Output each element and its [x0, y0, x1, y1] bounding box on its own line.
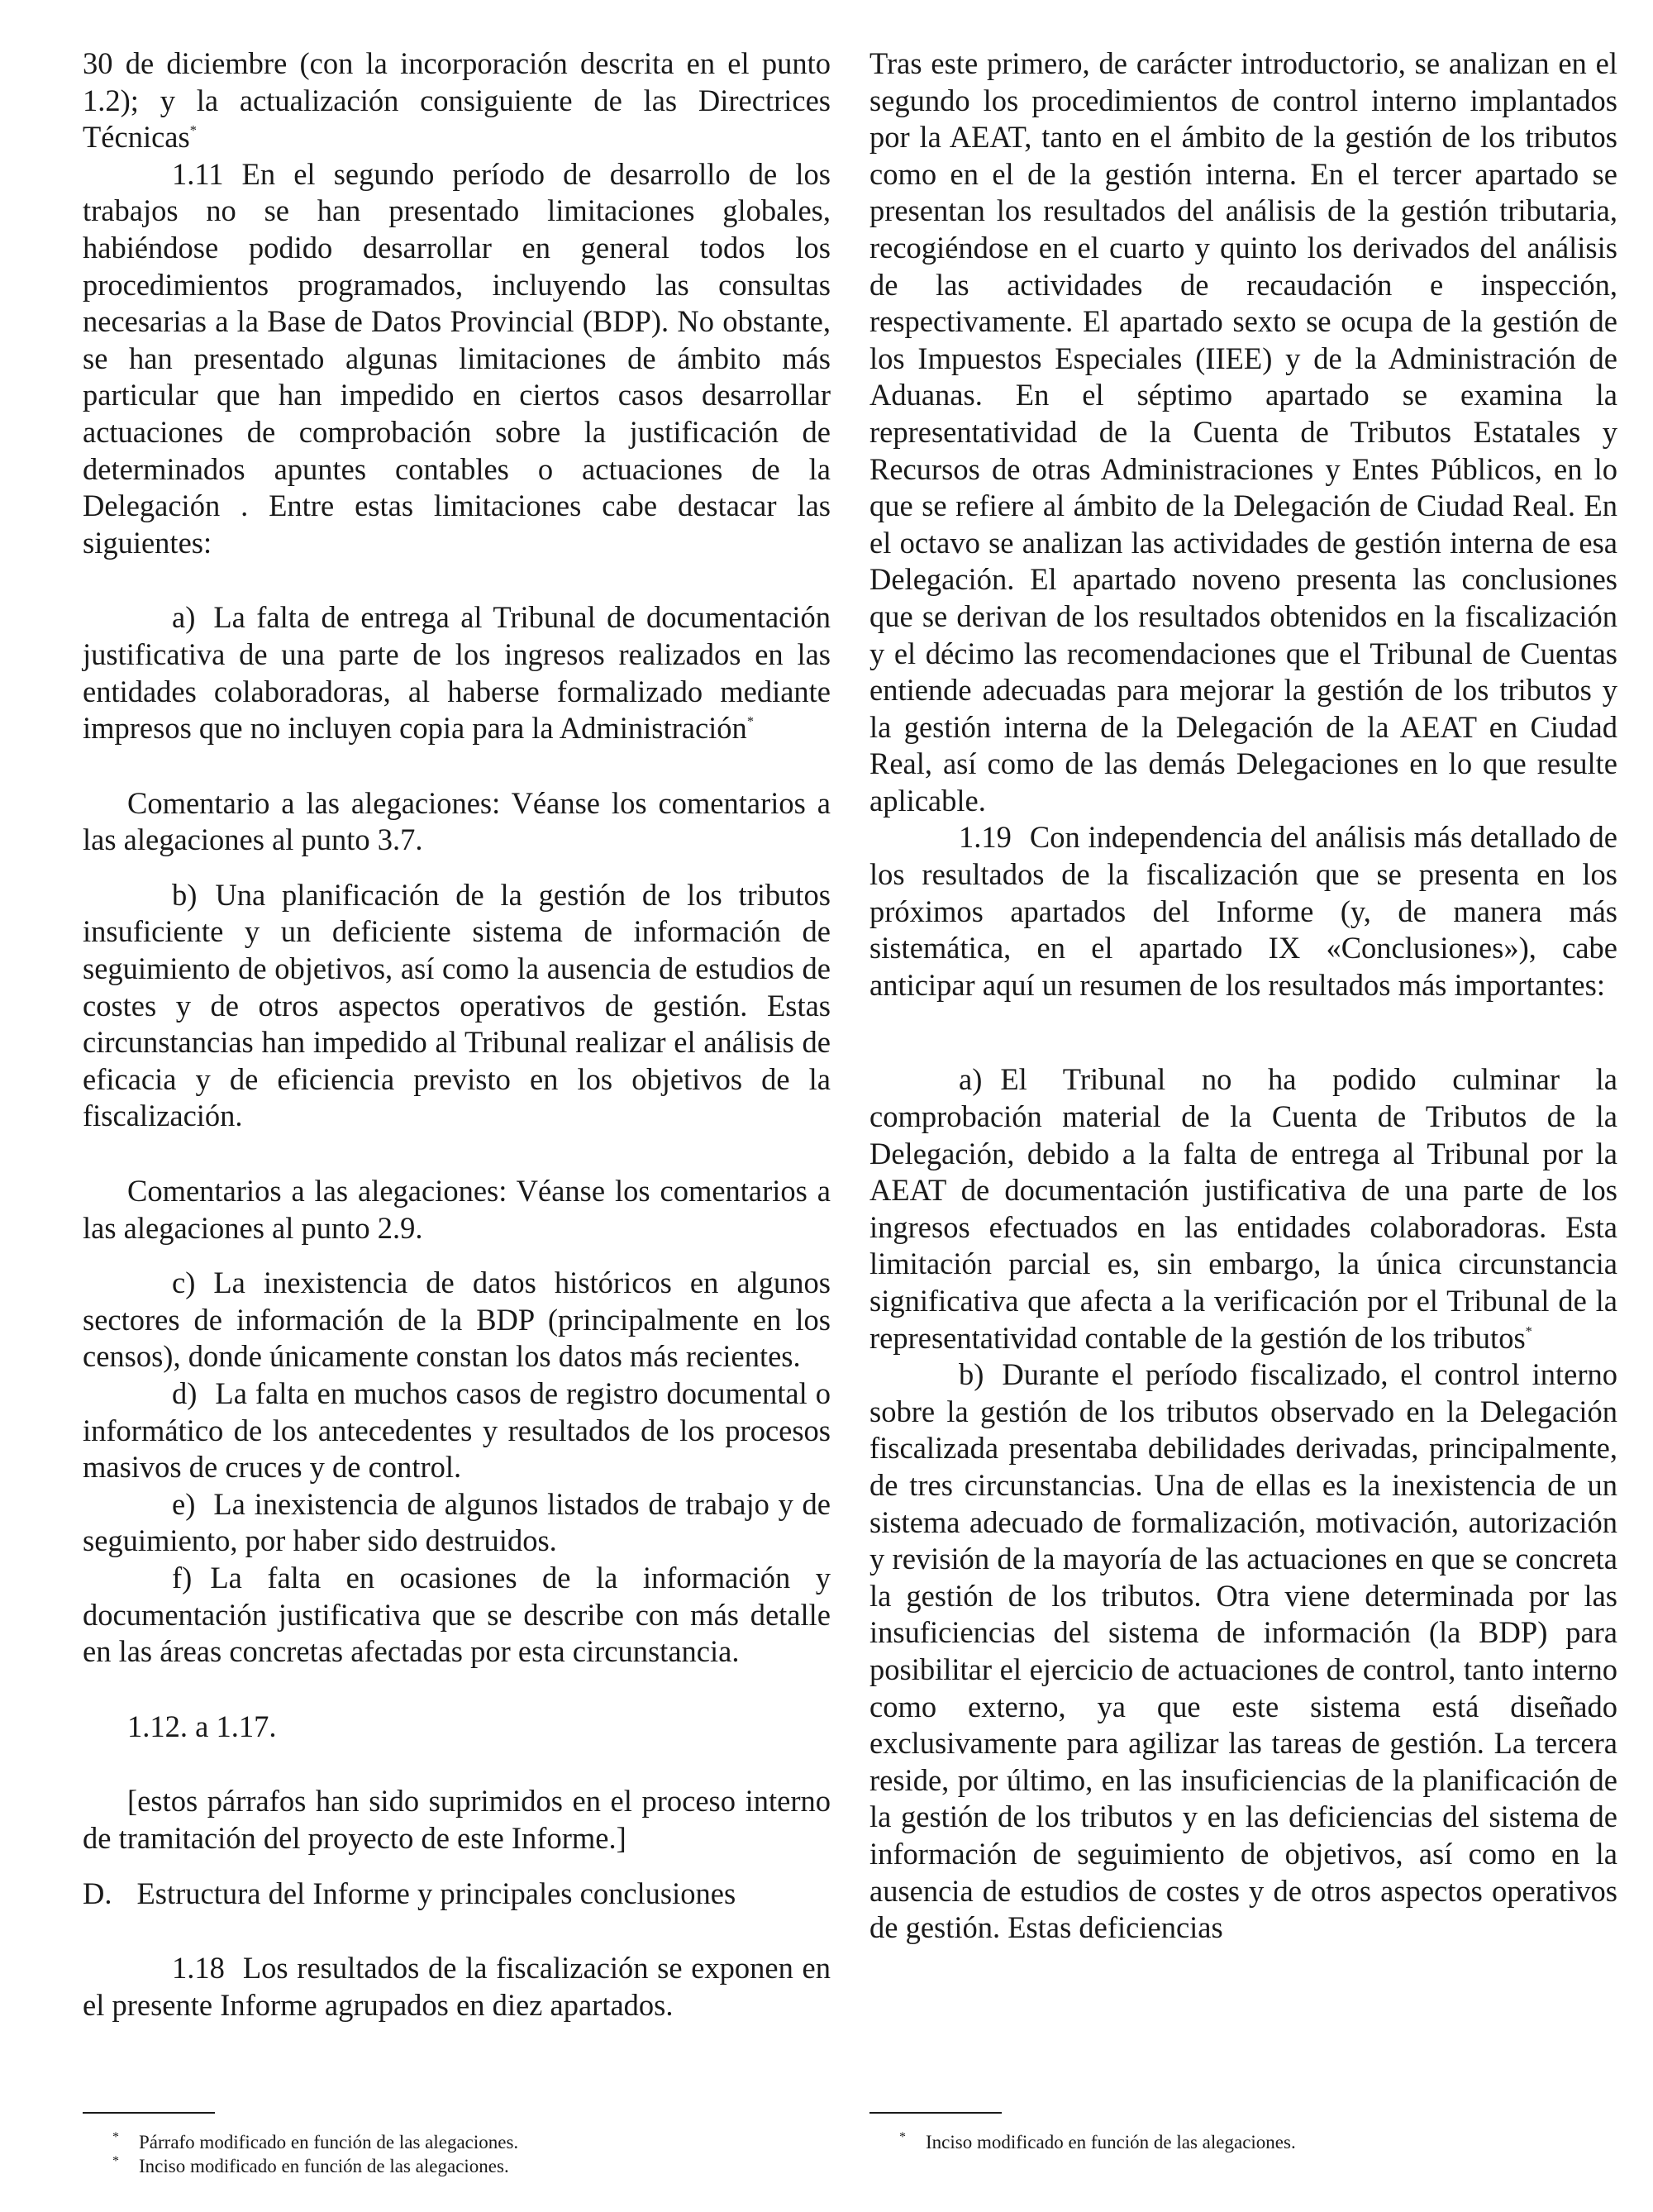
- item-c: [83, 1265, 831, 1375]
- comment-a: [83, 785, 831, 859]
- footnote-rule: [869, 2112, 1002, 2114]
- comment-b: [83, 1173, 831, 1247]
- item-letter: f): [172, 1560, 193, 1595]
- footnote-mark: *: [112, 2154, 119, 2168]
- item-text: La falta de entrega al Tribunal de documentación justificativa de una parte de los ingresos realizados en las entidades colaboradoras, al haberse formalizado mediante impresos que no incluyen copia para la Administración: [83, 600, 831, 746]
- item-e: [83, 1486, 831, 1560]
- item-text: La inexistencia de algunos listados de trabajo y de seguimiento, por haber sido destruidos.: [83, 1486, 831, 1558]
- item-letter: b): [172, 877, 198, 912]
- footnote-marker: *: [1525, 1323, 1532, 1339]
- suppressed-note: [83, 1783, 831, 1857]
- comment-text: Comentarios a las alegaciones: Véanse los comentarios a las alegaciones al punto 2.9.: [83, 1174, 831, 1245]
- footnote-mark: *: [112, 2130, 119, 2144]
- section-heading-d: [83, 1876, 831, 1913]
- item-letter: e): [172, 1486, 196, 1521]
- item-text: La falta en ocasiones de la información y documentación justificativa que se describe con más detalle en las áreas concretas afectadas por esta circunstancia.: [83, 1560, 831, 1669]
- item-b: [869, 1356, 1617, 1947]
- item-text: La inexistencia de datos históricos en algunos sectores de información de la BDP (principalmente en los censos), donde únicamente constan los datos más recientes.: [83, 1266, 831, 1374]
- footnotes-right: [869, 2112, 1617, 2154]
- paragraph-continuation: [83, 45, 831, 156]
- item-letter: c): [172, 1266, 196, 1300]
- comment-text: Comentario a las alegaciones: Véanse los comentarios a las alegaciones al punto 3.7.: [83, 785, 831, 857]
- paragraph-range: 1.12. a 1.17.: [127, 1709, 277, 1743]
- left-column: [83, 45, 831, 2024]
- item-d: [83, 1375, 831, 1486]
- paragraph-1-18: [83, 1950, 831, 2024]
- section-letter: D.: [83, 1876, 112, 1910]
- item-text: Durante el período fiscalizado, el control interno sobre la gestión de los tributos observado en la Delegación fiscalizada presentaba debilidades derivadas, principalmente, de tres circunstancias. Una de ellas es la inexistencia de un sistema adecuado de formalización, motivación, autorización y revisión de la mayoría de las actuaciones en que se concreta la gestión de los tributos. Otra viene determinada por las insuficiencias del sistema de información (la BDP) para posibilitar el ejercicio de actuaciones de control, tanto interno como externo, ya que este sistema está diseñado exclusivamente para agilizar las tareas de gestión. La tercera reside, por último, en las insuficiencias de la planificación de la gestión de los tributos y en las deficiencias del sistema de información de seguimiento de objetivos, así como en la ausencia de estudios de costes y de otros aspectos operativos de gestión. Estas deficiencias: [869, 1357, 1617, 1945]
- paragraph-continuation: [869, 45, 1617, 819]
- item-letter: a): [959, 1062, 983, 1097]
- right-column: [869, 45, 1617, 1947]
- paragraph-number: 1.11: [172, 156, 224, 191]
- footnote-text: Inciso modificado en función de las alegaciones.: [139, 2156, 509, 2176]
- item-b: [83, 877, 831, 1135]
- section-title: Estructura del Informe y principales conclusiones: [136, 1876, 736, 1910]
- footnote-marker: *: [189, 122, 197, 139]
- item-text: El Tribunal no ha podido culminar la comprobación material de la Cuenta de Tributos de la Delegación, debido a la falta de entrega al Tribunal por la AEAT de documentación justificativa de una parte de los ingresos efectuados en las entidades colaboradoras. Esta limitación parcial es, sin embargo, la única circunstancia significativa que afecta a la verificación por el Tribunal de la representatividad contable de la gestión de los tributos: [869, 1062, 1617, 1355]
- paragraph-number: 1.19: [959, 820, 1012, 855]
- footnotes-left: [83, 2112, 831, 2178]
- item-letter: a): [172, 600, 196, 635]
- item-letter: b): [959, 1357, 984, 1392]
- paragraph-text: En el segundo período de desarrollo de los trabajos no se han presentado limitaciones globales, habiéndose podido desarrollar en general todos los procedimientos programados, incluyendo las consultas necesarias a la Base de Datos Provincial (BDP). No obstante, se han presentado algunas limitaciones de ámbito más particular que han impedido en ciertos casos desarrollar actuaciones de comprobación sobre la justificación de determinados apuntes contables o actuaciones de la Delegación . Entre estas limitaciones cabe destacar las siguientes:: [83, 156, 831, 560]
- suppressed-text: [estos párrafos han sido suprimidos en el proceso interno de tramitación del proyecto de este Informe.]: [83, 1784, 831, 1855]
- item-a: [83, 599, 831, 746]
- paragraph-1-11: [83, 156, 831, 562]
- item-text: Una planificación de la gestión de los tributos insuficiente y un deficiente sistema de información de seguimiento de objetivos, así como la ausencia de estudios de costes y de otros aspectos operativos de gestión. Estas circunstancias han impedido al Tribunal realizar el análisis de eficacia y de eficiencia previsto en los objetivos de la fiscalización.: [83, 877, 831, 1133]
- footnote-rule: [83, 2112, 215, 2114]
- item-text: La falta en muchos casos de registro documental o informático de los antecedentes y resultados de los procesos masivos de cruces y de control.: [83, 1376, 831, 1485]
- paragraph-1-12-to-1-17: [83, 1709, 831, 1746]
- footnote: [869, 2130, 1617, 2154]
- footnote-mark: *: [899, 2130, 906, 2144]
- paragraph-1-19: [869, 819, 1617, 1004]
- item-f: [83, 1560, 831, 1671]
- item-letter: d): [172, 1376, 198, 1410]
- footnote-marker: *: [746, 713, 755, 730]
- paragraph-number: 1.18: [172, 1951, 225, 1986]
- paragraph-text: Tras este primero, de carácter introductorio, se analizan en el segundo los procedimientos de control interno implantados por la AEAT, tanto en el ámbito de la gestión de los tributos como en el de la gestión interna. En el tercer apartado se presentan los resultados del análisis de la gestión tributaria, recogiéndose en el cuarto y quinto los derivados del análisis de las actividades de recaudación e inspección, respectivamente. El apartado sexto se ocupa de la gestión de los Impuestos Especiales (IIEE) y de la Administración de Aduanas. En el séptimo apartado se examina la representatividad de la Cuenta de Tributos Estatales y Recursos de otras Administraciones y Entes Públicos, en lo que se refiere al ámbito de la Delegación de Ciudad Real. En el octavo se analizan las actividades de gestión interna de esa Delegación. El apartado noveno presenta las conclusiones que se derivan de los resultados obtenidos en la fiscalización y el décimo las recomendaciones que el Tribunal de Cuentas entiende adecuadas para mejorar la gestión de los tributos y la gestión interna de la Delegación de la AEAT en Ciudad Real, así como de las demás Delegaciones en lo que resulte aplicable.: [869, 46, 1617, 818]
- footnote-text: Párrafo modificado en función de las alegaciones.: [139, 2132, 519, 2152]
- footnote: [83, 2130, 831, 2154]
- paragraph-text: 30 de diciembre (con la incorporación descrita en el punto 1.2); y la actualización consiguiente de las Directrices Técnicas: [83, 46, 831, 155]
- footnote: [83, 2154, 831, 2178]
- footnote-text: Inciso modificado en función de las alegaciones.: [926, 2132, 1296, 2152]
- item-a: [869, 1061, 1617, 1356]
- paragraph-text: Los resultados de la fiscalización se exponen en el presente Informe agrupados en diez apartados.: [83, 1951, 831, 2022]
- paragraph-text: Con independencia del análisis más detallado de los resultados de la fiscalización que se presenta en los próximos apartados del Informe (y, de manera más sistemática, en el apartado IX «Conclusiones»), cabe anticipar aquí un resumen de los resultados más importantes:: [869, 820, 1617, 1002]
